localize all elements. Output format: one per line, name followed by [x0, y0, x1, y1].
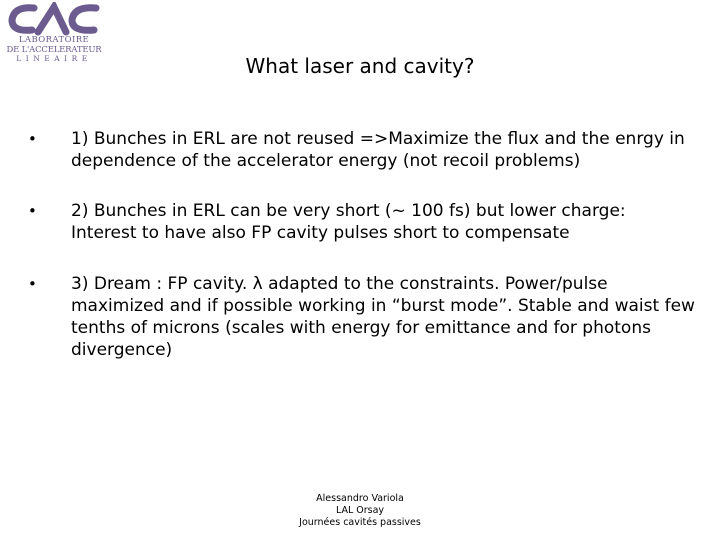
bullet-marker: •	[28, 275, 37, 293]
bullet-marker: •	[28, 202, 37, 220]
footer-event: Journées cavités passives	[299, 517, 421, 528]
logo-text-line-3: LINEAIRE	[16, 54, 92, 63]
lal-logo	[4, 2, 104, 64]
bullet-text: 1) Bunches in ERL are not reused =>Maximize the flux and the enrgy in dependence of the accelerator energy (not recoil problems)	[71, 129, 685, 171]
footer-institute: LAL Orsay	[335, 505, 385, 516]
slide-footer	[270, 493, 450, 529]
logo-text-line-2: DE L'ACCELERATEUR	[6, 45, 102, 55]
slide-title: What laser and cavity?	[245, 54, 475, 78]
lal-logo-mark	[4, 2, 104, 36]
bullet-list	[26, 128, 696, 361]
bullet-item-3	[26, 273, 696, 361]
bullet-text: 3) Dream : FP cavity. λ adapted to the constraints. Power/pulse maximized and if possible working in “burst mode”. Stable and waist few tenths of microns (scales with energy for emittance and for photons divergence)	[71, 274, 695, 360]
footer-author: Alessandro Variola	[316, 493, 404, 504]
bullet-text: 2) Bunches in ERL can be very short (~ 100 fs) but lower charge: Interest to have also FP cavity pulses short to compensate	[71, 201, 626, 243]
logo-text-line-1: LABORATOIRE	[18, 35, 90, 45]
bullet-item-2	[26, 200, 696, 244]
bullet-item-1	[26, 128, 696, 172]
bullet-marker: •	[28, 130, 37, 148]
